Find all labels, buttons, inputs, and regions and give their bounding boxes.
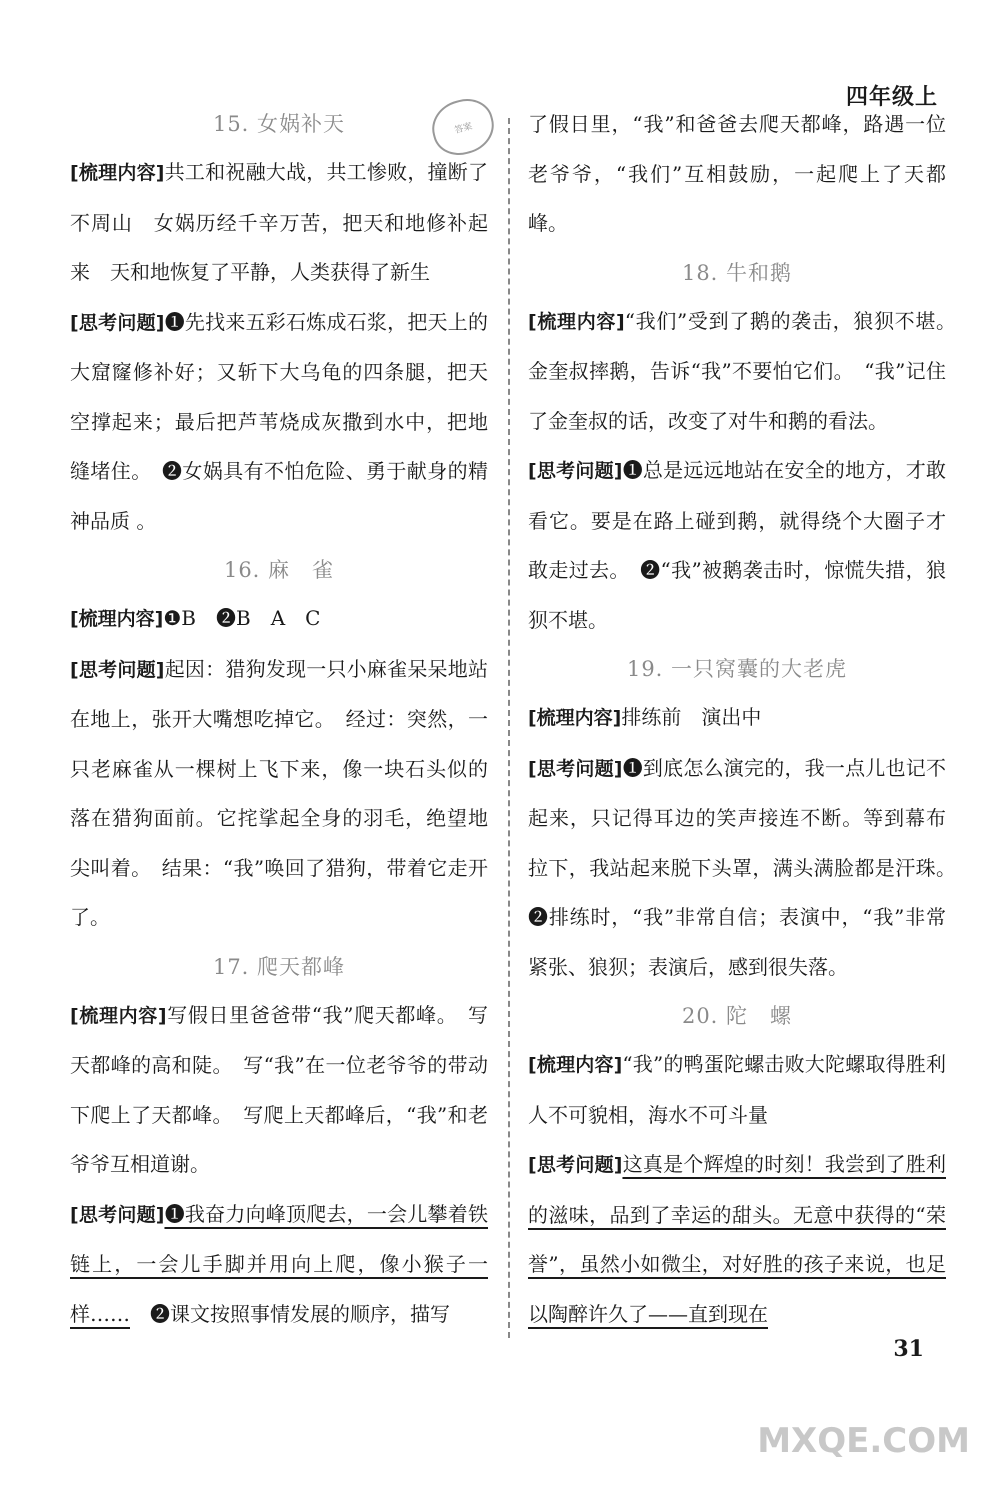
- s17-content: [70, 991, 488, 1190]
- s16-content: [70, 594, 488, 645]
- section-title-17: 17. 爬天都峰: [212, 954, 346, 979]
- text: 写假日里爸爸带“我”爬天都峰。 写天都峰的高和陡。 写“我”在一位老爷爷的带动下爬上了天都峰。 写爬上天都峰后，“我”和老爷爷互相道谢。: [70, 1002, 488, 1176]
- s16-question: [70, 645, 488, 943]
- label: [梳理内容]: [70, 162, 165, 184]
- text: 排练前 演出中: [621, 705, 762, 729]
- s19-question: [528, 744, 966, 993]
- section-title-15: 15. 女娲补天: [212, 112, 346, 136]
- text: “我”的鸭蛋陀螺击败大陀螺取得胜利 人不可貌相，海水不可斗量: [528, 1052, 967, 1127]
- text: ❶B ❷B A C: [163, 606, 321, 630]
- label: [思考问题]: [70, 1203, 165, 1226]
- section-title-20: 20. 陀 螺: [681, 1004, 793, 1028]
- page-number: 31: [893, 1336, 924, 1362]
- s15-content: [70, 148, 488, 298]
- text: ❷课文按照事情发展的顺序，描写: [130, 1301, 450, 1326]
- label: [梳理内容]: [528, 1054, 623, 1076]
- section-title-16: 16. 麻 雀: [223, 558, 335, 582]
- text: 共工和祝融大战，共工惨败，撞断了不周山 女娲历经千辛万苦，把天和地修补起来 天和地恢复了平静，人类获得了新生: [70, 160, 488, 284]
- s18-content: [528, 297, 966, 447]
- underlined-text: ❶我奋力向峰顶爬去，一会儿攀着铁链上，一会儿手脚并用向上爬，像小猴子一样……: [70, 1201, 488, 1326]
- label: [思考问题]: [528, 1154, 623, 1176]
- text: “我们”受到了鹅的袭击，狼狈不堪。 金奎叔摔鹅，告诉“我”不要怕它们。 “我”记住了金奎叔的话，改变了对牛和鹅的看法。: [528, 308, 966, 433]
- underlined-text: 这真是个辉煌的时刻！我尝到了胜利的滋味，品到了幸运的甜头。无意中获得的“荣誉”，虽然小如微尘，对好胜的孩子来说，也足以陶醉许久了——直到现在: [528, 1152, 946, 1326]
- label: [梳理内容]: [528, 310, 625, 333]
- label: [思考问题]: [70, 658, 165, 681]
- section-title-18: 18. 牛和鹅: [681, 260, 793, 285]
- label: [思考问题]: [70, 311, 165, 334]
- label: [思考问题]: [528, 757, 623, 780]
- watermark: MXQE.COM: [757, 1421, 970, 1461]
- label: [梳理内容]: [528, 707, 622, 729]
- label: [梳理内容]: [70, 608, 164, 630]
- label: [梳理内容]: [70, 1004, 167, 1027]
- s20-content: [528, 1040, 967, 1140]
- s20-question: [528, 1140, 946, 1339]
- text: 起因：猎狗发现一只小麻雀呆呆地站在地上，张开大嘴想吃掉它。 经过：突然，一只老麻雀从一棵树上飞下来，像一块石头似的落在猎狗面前。它挓挲起全身的羽毛，绝望地尖叫着。 结果：“我”唤回了猎狗，带着它走开了。: [70, 656, 488, 929]
- s18-question: [528, 446, 946, 645]
- s19-content: [528, 693, 946, 744]
- grade-label: 四年级上: [845, 85, 938, 110]
- text: ❶先找来五彩石炼成石浆，把天上的大窟窿修补好；又斩下大乌龟的四条腿，把天空撑起来；最后把芦苇烧成灰撒到水中，把地缝堵住。 ❷女娲具有不怕危险、勇于献身的精神品质 。: [70, 309, 488, 533]
- s15-question: [70, 298, 488, 547]
- column-divider: [508, 118, 510, 1338]
- text: ❶总是远远地站在安全的地方，才敢看它。要是在路上碰到鹅，就得绕个大圈子才敢走过去。 ❷“我”被鹅袭击时，惊慌失措，狼狈不堪。: [528, 458, 946, 632]
- seal-stamp: 答案: [426, 93, 500, 161]
- label: [思考问题]: [528, 460, 623, 482]
- s17-continued: 了假日里，“我”和爸爸去爬天都峰，路遇一位老爷爷，“我们”互相鼓励，一起爬上了天都峰。: [528, 112, 946, 235]
- right-column: [528, 100, 967, 1339]
- text: ❶到底怎么演完的，我一点儿也记不起来，只记得耳边的笑声接连不断。等到幕布拉下，我站起来脱下头罩，满头满脸都是汗珠。 ❷排练时，“我”非常自信；表演中，“我”非常紧张、狼狈；表演后，感到很失落。: [528, 755, 966, 979]
- section-title-19: 19. 一只窝囊的大老虎: [626, 657, 848, 681]
- s17-question: [70, 1190, 488, 1340]
- left-column: [70, 100, 488, 1339]
